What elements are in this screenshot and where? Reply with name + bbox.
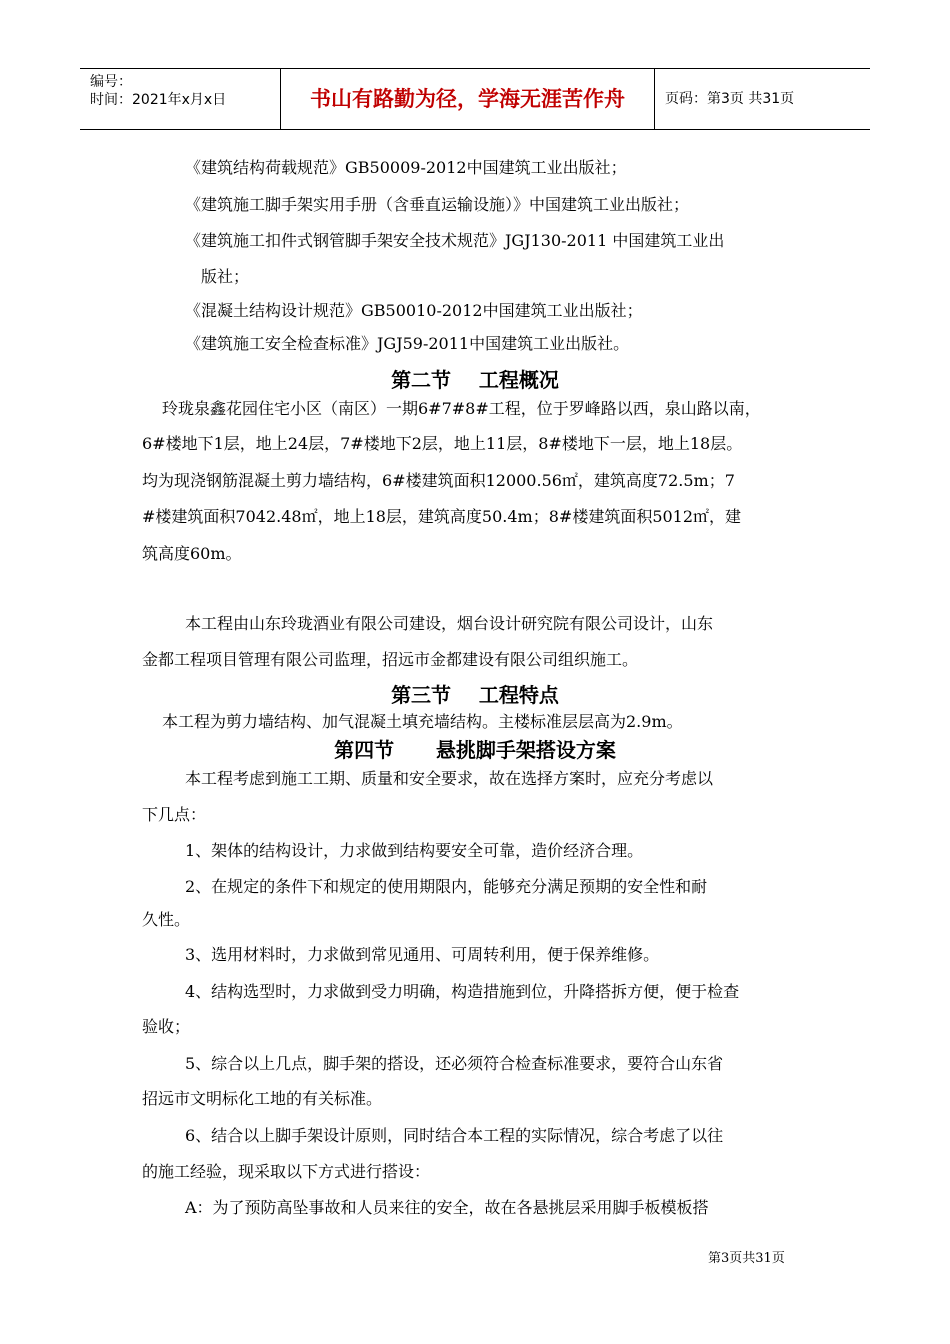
reference-line: 版社； — [201, 267, 250, 286]
section-4-line: 3、选用材料时，力求做到常见通用、可周转利用，便于保养维修。 — [185, 945, 660, 964]
page-footer: 第3页共31页 — [708, 1251, 785, 1266]
section-4-line: 2、在规定的条件下和规定的使用期限内，能够充分满足预期的安全性和耐 — [185, 877, 708, 896]
section-2-line: #楼建筑面积7042.48㎡，地上18层，建筑高度50.4m；8#楼建筑面积5012㎡，建 — [142, 507, 742, 526]
section-2-para2-line: 本工程由山东玲珑酒业有限公司建设，烟台设计研究院有限公司设计，山东 — [185, 614, 714, 633]
section-4-line: 5、综合以上几点，脚手架的搭设，还必须符合检查标准要求，要符合山东省 — [185, 1054, 724, 1073]
section-2-para2-line: 金都工程项目管理有限公司监理，招远市金都建设有限公司组织施工。 — [142, 650, 639, 669]
section-4-line: 4、结构选型时，力求做到受力明确，构造措施到位，升降搭拆方便，便于检查 — [185, 982, 740, 1001]
header-meta — [80, 69, 281, 129]
reference-line: 《建筑施工扣件式钢管脚手架安全技术规范》JGJ130-2011 中国建筑工业出 — [185, 231, 725, 250]
code-label: 编号： — [90, 74, 132, 90]
section-2-line: 筑高度60m。 — [142, 544, 242, 563]
section-3-line: 本工程为剪力墙结构、加气混凝土填充墙结构。主楼标准层层高为2.9m。 — [162, 712, 683, 731]
section-4-line: A：为了预防高坠事故和人员来往的安全，故在各悬挑层采用脚手板模板搭 — [185, 1198, 709, 1217]
section-4-line: 的施工经验，现采取以下方式进行搭设： — [142, 1162, 431, 1181]
header-motto: 书山有路勤为径，学海无涯苦作舟 — [281, 69, 655, 129]
section-2-line: 6#楼地下1层，地上24层，7#楼地下2层，地上11层，8#楼地下一层，地上18层。 — [142, 434, 743, 453]
reference-line: 《建筑施工安全检查标准》JGJ59-2011中国建筑工业出版社。 — [185, 334, 630, 353]
section-4-line: 招远市文明标化工地的有关标准。 — [142, 1089, 383, 1108]
section-4-line: 久性。 — [142, 910, 191, 929]
section-4-line: 下几点： — [142, 805, 207, 824]
reference-line: 《混凝土结构设计规范》GB50010-2012中国建筑工业出版社； — [185, 301, 643, 320]
reference-line: 《建筑施工脚手架实用手册（含垂直运输设施）》中国建筑工业出版社； — [185, 195, 690, 214]
section-4-line: 6、结合以上脚手架设计原则，同时结合本工程的实际情况，综合考虑了以往 — [185, 1126, 724, 1145]
section-2-title: 第二节 工程概况 — [391, 368, 559, 392]
section-2-line: 玲珑泉鑫花园住宅小区（南区）一期6#7#8#工程，位于罗峰路以西，泉山路以南， — [162, 399, 761, 418]
section-4-line: 1、架体的结构设计，力求做到结构要安全可靠，造价经济合理。 — [185, 841, 644, 860]
section-4-title: 第四节 悬挑脚手架搭设方案 — [334, 738, 616, 762]
section-4-line: 验收； — [142, 1017, 191, 1036]
time-label: 时间：2021年x月x日 — [90, 92, 227, 108]
section-3-title: 第三节 工程特点 — [391, 683, 559, 707]
header-page-info: 页码：第3页 共31页 — [665, 91, 795, 107]
reference-line: 《建筑结构荷载规范》GB50009-2012中国建筑工业出版社； — [185, 158, 627, 177]
section-4-line: 本工程考虑到施工工期、质量和安全要求，故在选择方案时，应充分考虑以 — [185, 769, 714, 788]
page-header — [80, 68, 870, 130]
section-2-line: 均为现浇钢筋混凝土剪力墙结构，6#楼建筑面积12000.56㎡，建筑高度72.5m；7 — [142, 471, 735, 490]
